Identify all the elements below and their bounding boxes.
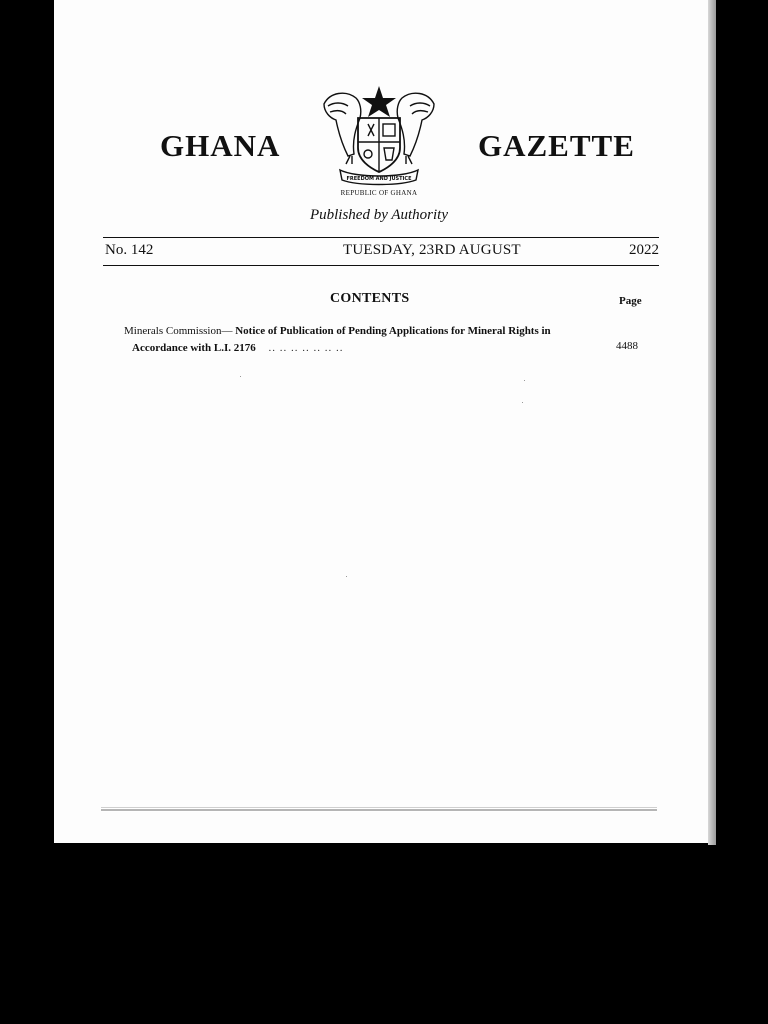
gazette-page [54,0,714,843]
page-edge-shadow [708,0,716,845]
footer-rule [101,807,657,812]
issue-line [103,242,659,262]
entry-dot-leaders: .. .. .. .. .. .. .. [268,342,344,354]
entry-second-line [124,340,644,357]
scan-speck [524,380,525,381]
issue-date: TUESDAY, 23RD AUGUST [343,242,521,258]
page-column-heading: Page [619,295,642,307]
entry-page-number: 4488 [616,340,638,352]
entry-title-line1: Notice of Publication of Pending Applications for Mineral Rights in [235,325,551,337]
entry-first-line [124,323,644,340]
scan-speck [240,376,241,377]
crest-motto: FREEDOM AND JUSTICE [346,176,412,182]
ghana-coat-of-arms-icon [316,84,442,190]
entry-organization: Minerals Commission— [124,325,233,337]
issue-year: 2022 [629,242,659,258]
issue-rule-bottom [103,265,659,266]
contents-entry[interactable] [124,323,644,357]
republic-label: REPUBLIC OF GHANA [340,189,418,197]
contents-heading: CONTENTS [330,291,410,306]
authority-line: Published by Authority [309,207,449,223]
scan-speck [346,576,347,577]
masthead-right-word: GAZETTE [478,128,635,163]
masthead-left-word: GHANA [160,128,281,163]
scan-speck [522,402,523,403]
issue-rule-top [103,237,659,238]
issue-number: No. 142 [105,242,154,258]
entry-title-line2: Accordance with L.I. 2176 [132,342,256,354]
